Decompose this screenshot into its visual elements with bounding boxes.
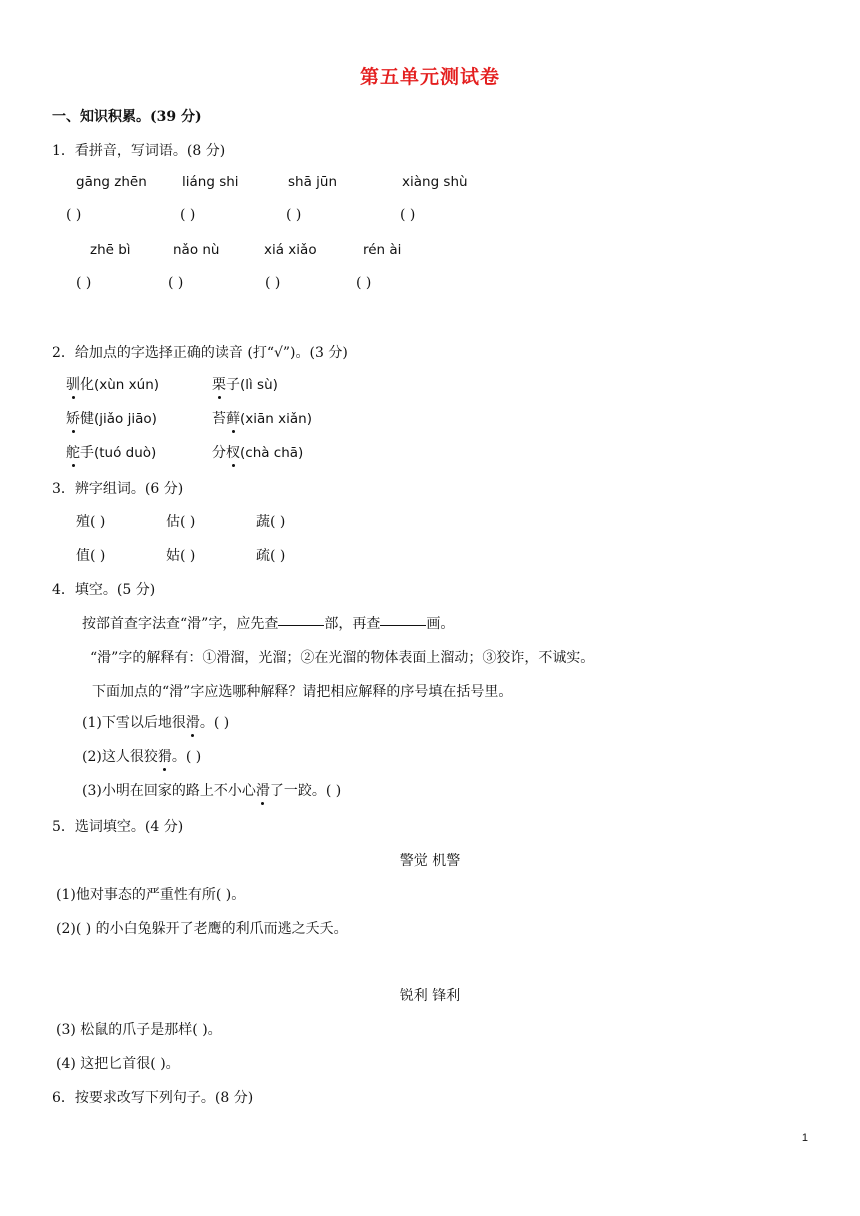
pinyin-item: gāng zhēn (76, 174, 147, 190)
question-1-stem: 1．看拼音，写词语。(8 分) (52, 143, 226, 159)
pinyin-item: zhē bì (90, 242, 131, 258)
pinyin-item: shā jūn (288, 174, 338, 190)
reading-choice: 苔藓(xiān xiǎn) (212, 408, 312, 428)
dotted-char: 驯 (66, 374, 80, 394)
question-4-stem: 4．填空。(5 分) (52, 582, 156, 598)
question-2-stem: 2．给加点的字选择正确的读音 (打“√”)。(3 分) (52, 345, 348, 361)
pinyin-item: xiàng shù (402, 174, 468, 190)
reading-choice: 舵手(tuó duò) (66, 442, 156, 462)
question-5-stem: 5．选词填空。(4 分) (52, 819, 184, 835)
answer-paren: ( ) (286, 207, 302, 223)
sub-question: (3) 松鼠的爪子是那样( )。 (56, 1022, 222, 1038)
char-compose: 估( ) (166, 514, 196, 530)
answer-paren: ( ) (356, 275, 372, 291)
dotted-char: 杈 (226, 442, 240, 462)
char-compose: 疏( ) (256, 548, 286, 564)
question-3-stem: 3．辨字组词。(6 分) (52, 481, 184, 497)
char-compose: 殖( ) (76, 514, 106, 530)
dotted-char: 藓 (226, 408, 240, 428)
sub-question: (1)下雪以后地很滑。( ) (82, 712, 229, 732)
pinyin-item: xiá xiǎo (264, 242, 317, 258)
instruction-text: 下面加点的“滑”字应选哪种解释？请把相应解释的序号填在括号里。 (92, 684, 513, 700)
word-choices: 锐利 锋利 (399, 988, 461, 1004)
blank-line (380, 624, 426, 626)
question-6-stem: 6．按要求改写下列句子。(8 分) (52, 1090, 254, 1106)
sub-question: (2)( ) 的小白兔躲开了老鹰的利爪而逃之夭夭。 (56, 921, 348, 937)
char-compose: 值( ) (76, 548, 106, 564)
reading-choice: 栗子(lì sù) (212, 374, 278, 394)
sub-question: (4) 这把匕首很( )。 (56, 1056, 180, 1072)
answer-paren: ( ) (76, 275, 92, 291)
dotted-char: 舵 (66, 442, 80, 462)
pinyin-item: nǎo nù (173, 242, 220, 258)
answer-paren: ( ) (400, 207, 416, 223)
sub-question: (1)他对事态的严重性有所( )。 (56, 887, 246, 903)
page-title: 第五单元测试卷 (359, 66, 500, 88)
answer-paren: ( ) (168, 275, 184, 291)
word-choices: 警觉 机警 (399, 853, 461, 869)
dotted-char: 栗 (212, 374, 226, 394)
answer-paren: ( ) (66, 207, 82, 223)
dotted-char: 矫 (66, 408, 80, 428)
dotted-char: 猾 (158, 746, 172, 766)
pinyin-item: liáng shi (182, 174, 239, 190)
char-compose: 姑( ) (166, 548, 196, 564)
sub-question: (2)这人很狡猾。( ) (82, 746, 201, 766)
fill-sentence: 按部首查字法查“滑”字，应先查 部，再查 画。 (82, 616, 455, 632)
reading-choice: 驯化(xùn xún) (66, 374, 159, 394)
sub-question: (3)小明在回家的路上不小心滑了一跤。( ) (82, 780, 341, 800)
dotted-char: 滑 (186, 712, 200, 732)
pinyin-item: rén ài (363, 242, 402, 258)
definition-text: “滑”字的解释有：①滑溜，光溜；②在光溜的物体表面上溜动；③狡诈，不诚实。 (90, 650, 595, 666)
reading-choice: 矫健(jiǎo jiāo) (66, 408, 157, 428)
page-number: 1 (801, 1132, 808, 1144)
answer-paren: ( ) (265, 275, 281, 291)
answer-paren: ( ) (180, 207, 196, 223)
section-heading: 一、知识积累。(39 分) (52, 109, 202, 125)
blank-line (278, 624, 324, 626)
reading-choice: 分杈(chà chā) (212, 442, 303, 462)
dotted-char: 滑 (256, 780, 270, 800)
char-compose: 蔬( ) (256, 514, 286, 530)
